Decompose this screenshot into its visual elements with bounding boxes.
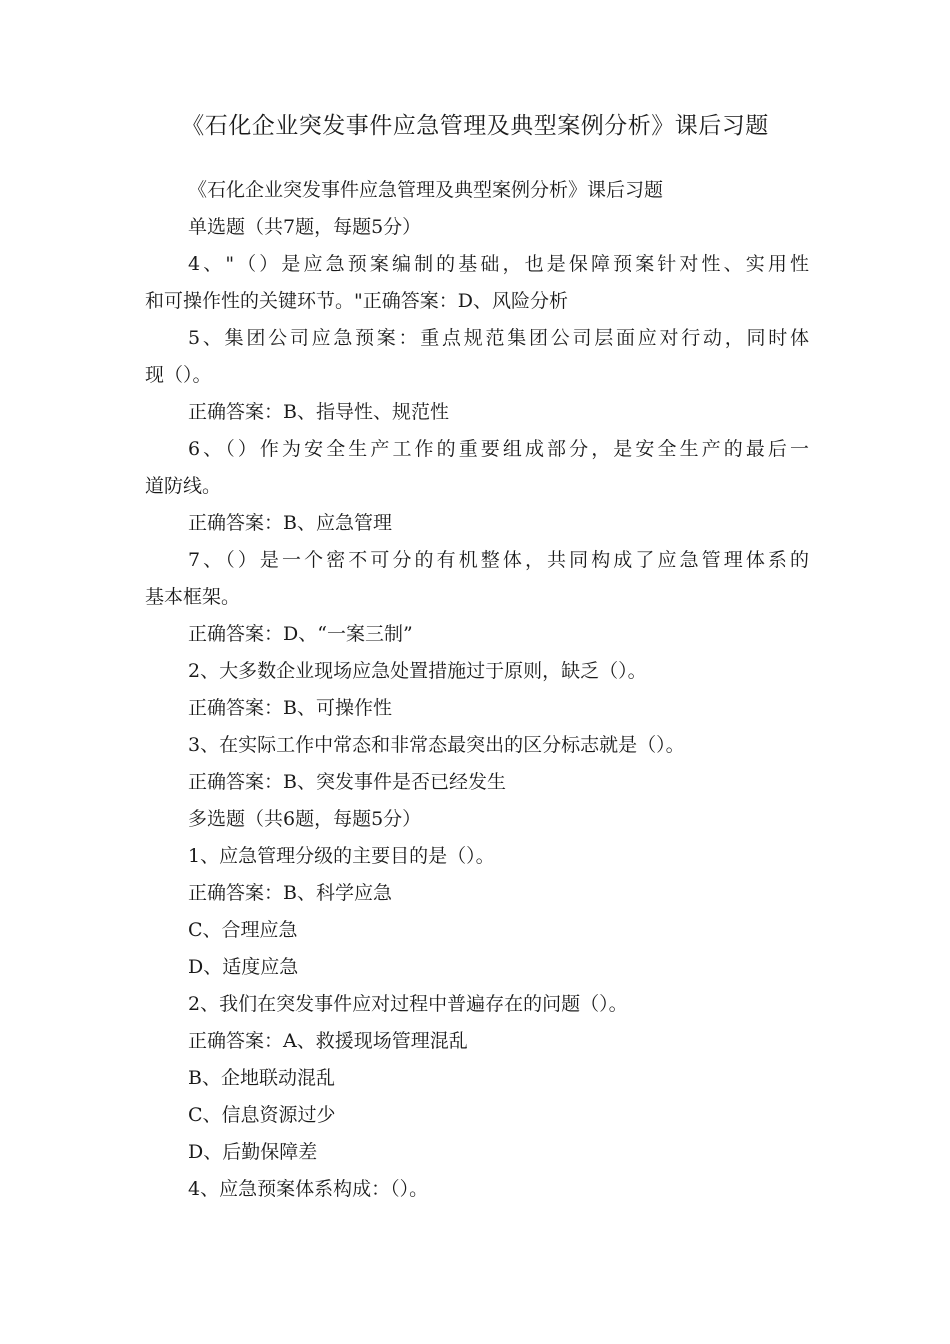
text-line: 4、应急预案体系构成：（）。 bbox=[188, 1178, 429, 1200]
text-line: 正确答案：B、突发事件是否已经发生 bbox=[188, 771, 506, 793]
text-line: 6、（）作为安全生产工作的重要组成部分，是安全生产的最后一 bbox=[188, 438, 809, 460]
text-line: 基本框架。 bbox=[145, 586, 241, 608]
text-line: 正确答案：B、可操作性 bbox=[188, 697, 392, 719]
text-line: 2、我们在突发事件应对过程中普遍存在的问题（）。 bbox=[188, 993, 628, 1015]
text-line: 道防线。 bbox=[145, 475, 222, 497]
text-line: C、合理应急 bbox=[188, 919, 298, 941]
document-body bbox=[145, 172, 809, 1208]
text-line: 2、大多数企业现场应急处置措施过于原则，缺乏（）。 bbox=[188, 660, 647, 682]
text-line: 和可操作性的关键环节。"正确答案：D、风险分析 bbox=[145, 290, 568, 312]
text-line: 正确答案：B、指导性、规范性 bbox=[188, 401, 449, 423]
text-line: 正确答案：A、救援现场管理混乱 bbox=[188, 1030, 468, 1052]
text-line: 单选题（共7题，每题5分） bbox=[188, 216, 422, 238]
text-line: 3、在实际工作中常态和非常态最突出的区分标志就是（）。 bbox=[188, 734, 685, 756]
text-line: 正确答案：D、“一案三制” bbox=[188, 623, 413, 645]
text-line: D、后勤保障差 bbox=[188, 1141, 318, 1163]
text-line: 正确答案：B、科学应急 bbox=[188, 882, 392, 904]
text-line: 7、（）是一个密不可分的有机整体，共同构成了应急管理体系的 bbox=[188, 549, 809, 571]
text-line: D、适度应急 bbox=[188, 956, 299, 978]
text-line: 5、集团公司应急预案：重点规范集团公司层面应对行动，同时体 bbox=[188, 327, 809, 349]
text-line: 1、应急管理分级的主要目的是（）。 bbox=[188, 845, 495, 867]
document-title: 《石化企业突发事件应急管理及典型案例分析》课后习题 bbox=[181, 113, 769, 139]
text-line: B、企地联动混乱 bbox=[188, 1067, 335, 1089]
text-line: 正确答案：B、应急管理 bbox=[188, 512, 392, 534]
text-line: 多选题（共6题，每题5分） bbox=[188, 808, 422, 830]
text-line: 《石化企业突发事件应急管理及典型案例分析》课后习题 bbox=[188, 179, 664, 201]
text-line: 现（）。 bbox=[145, 364, 212, 386]
text-line: 4、"（）是应急预案编制的基础，也是保障预案针对性、实用性 bbox=[188, 253, 809, 275]
text-line: C、信息资源过少 bbox=[188, 1104, 336, 1126]
